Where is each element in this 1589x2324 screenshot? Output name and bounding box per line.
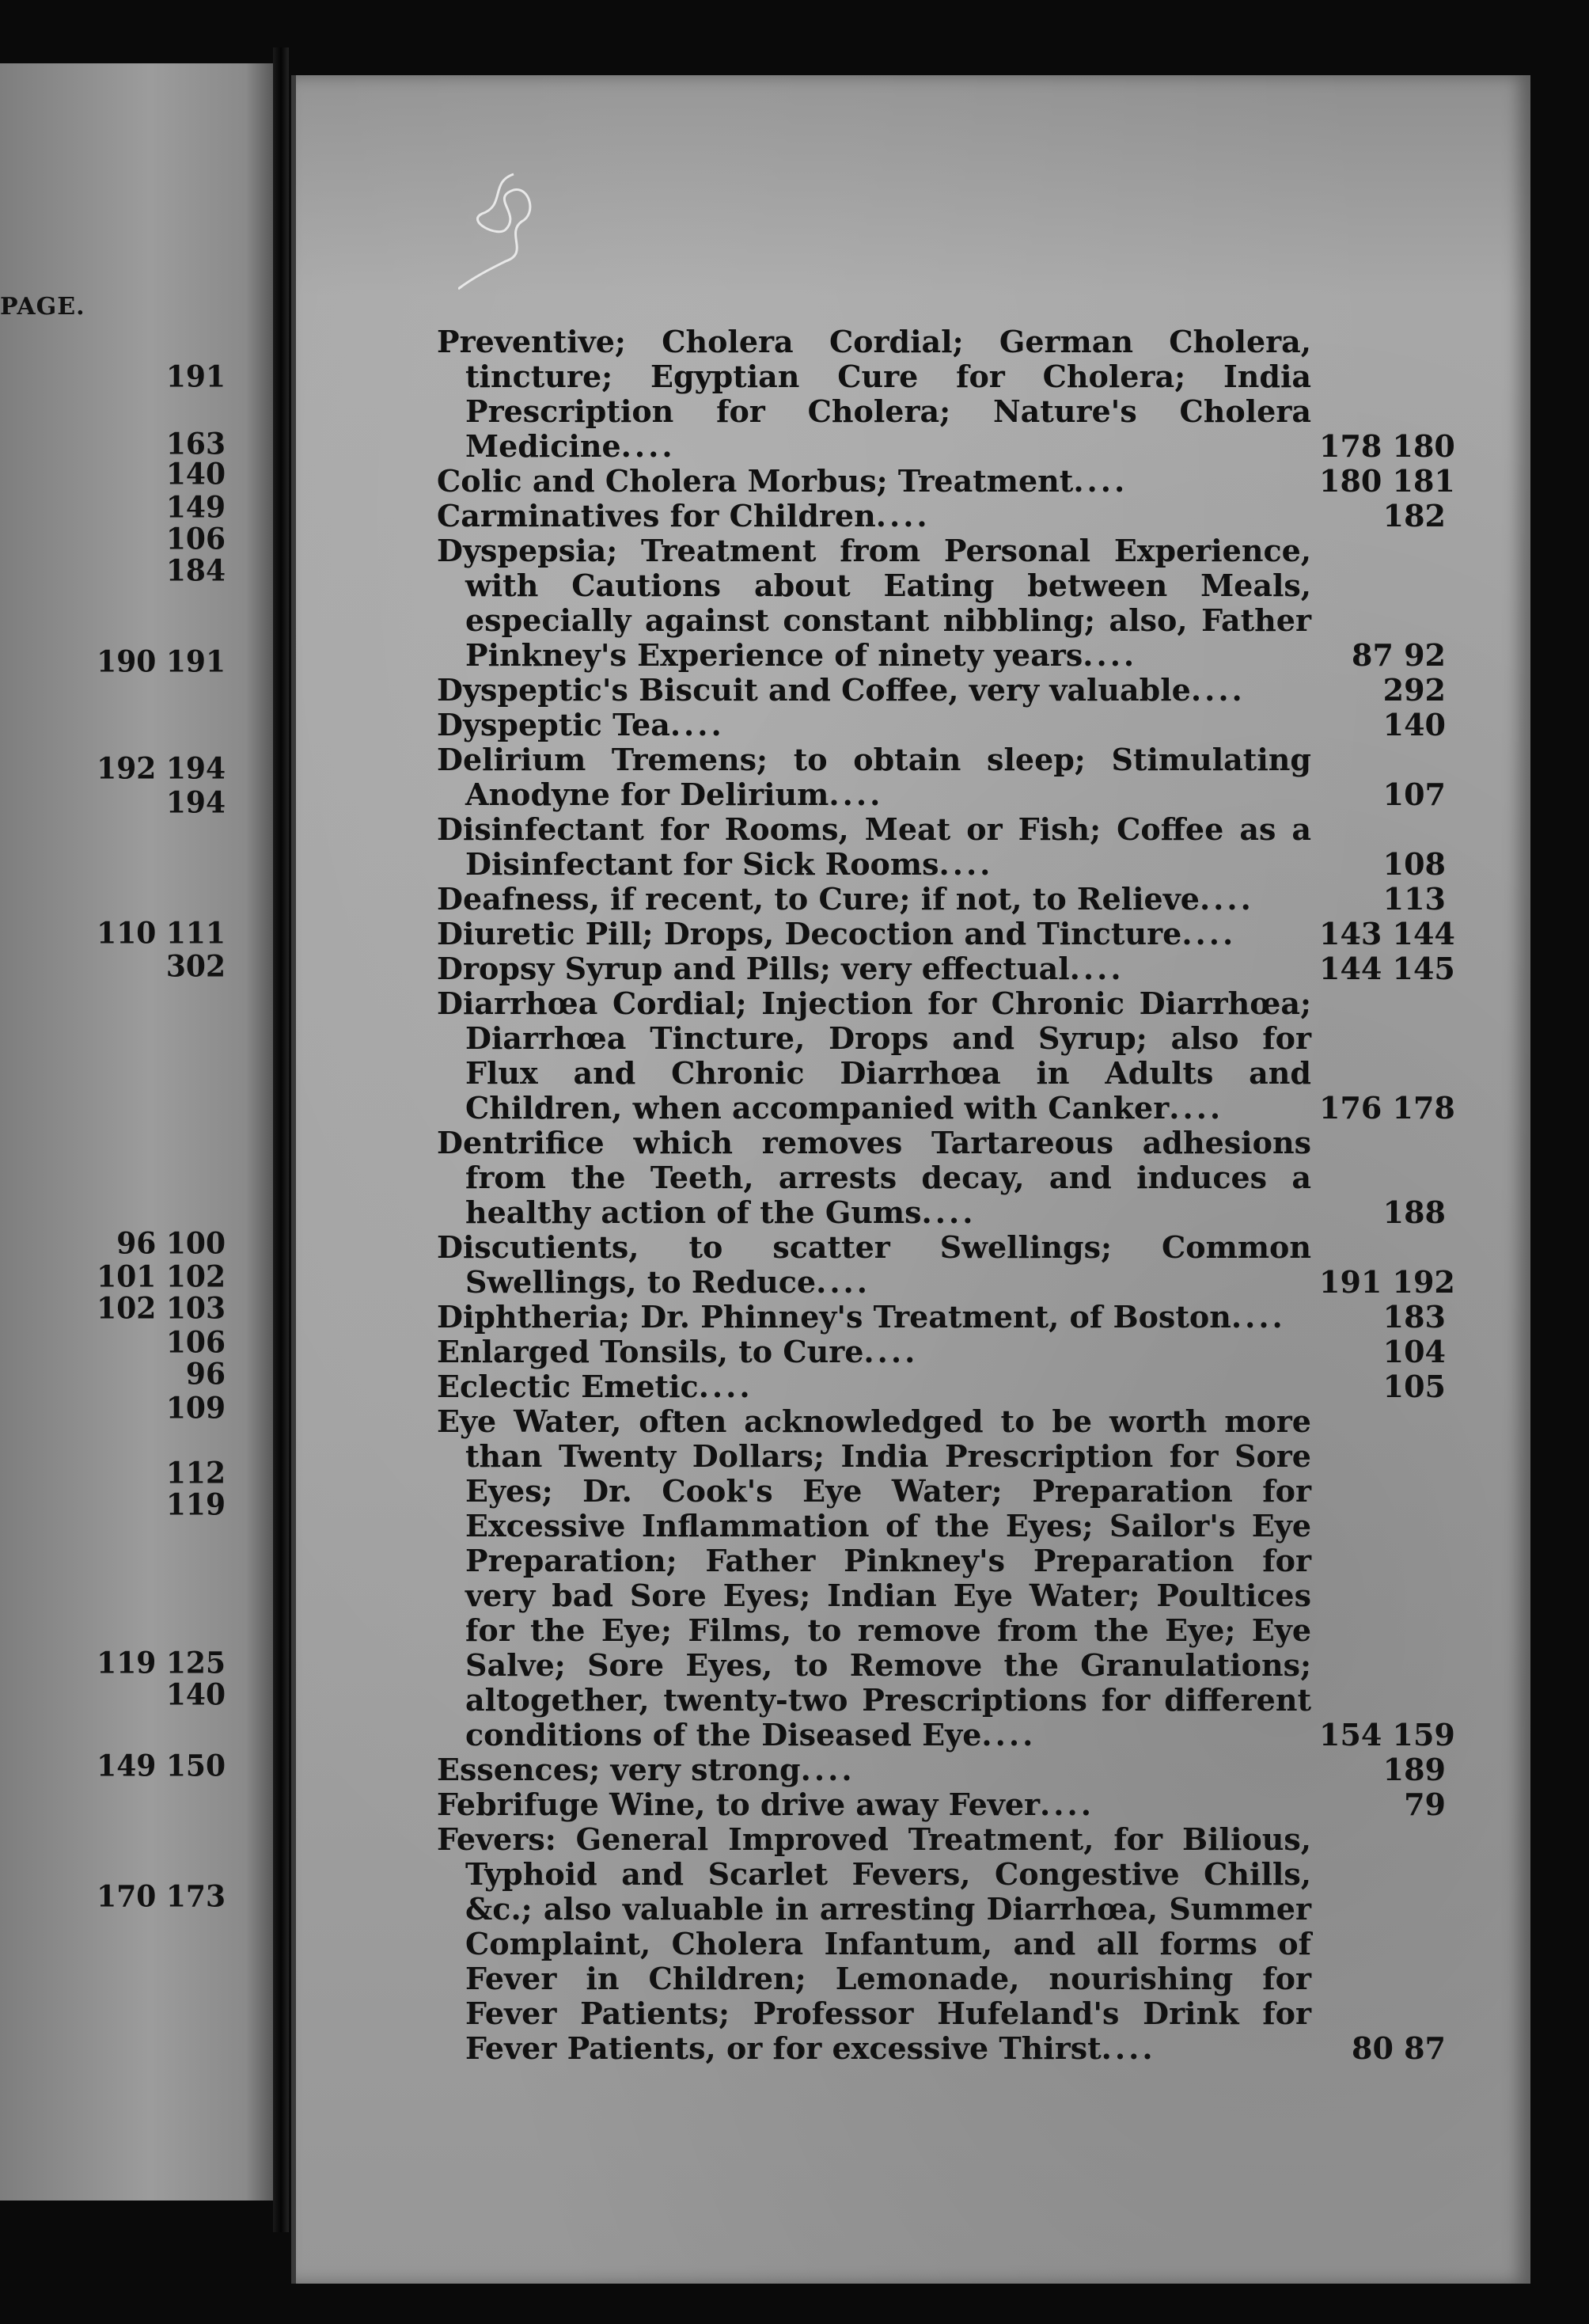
index-entry-text: Carminatives for Children <box>437 498 876 534</box>
facing-page-number: 106 <box>165 521 226 557</box>
facing-page-number: 110 111 <box>97 915 226 951</box>
dot-leader: .... <box>1073 463 1128 499</box>
facing-page-number: 191 <box>165 359 226 395</box>
index-entry-text: Disinfectant for Rooms, Meat or Fish; Coffee as a Disinfectant for Sick Rooms <box>437 811 1311 882</box>
index-entry-pages: 108 <box>1382 846 1446 882</box>
index-entry-text: Dentrifice which removes Tartareous adhesions from the Teeth, arrests decay, and induces a healthy action of the Gums <box>437 1125 1311 1230</box>
facing-page-number: 302 <box>165 948 226 985</box>
facing-page-number: 96 100 <box>116 1225 226 1262</box>
index-entry-text: Eye Water, often acknowledged to be worth more than Twenty Dollars; India Prescription for Sore Eyes; Dr. Cook's Eye Water; Preparation for Excessive Inflammation of the Eyes; Sailor's Eye Preparation; Father Pinkney's Preparation for very bad Sore Eyes; Indian Eye Water; Poultices for the Eye; Films, to remove from the Eye; Eye Salve; Sore Eyes, to Remove the Granulations; altogether, twenty-two Prescriptions for different conditions of the Diseased Eye <box>437 1403 1311 1752</box>
dot-leader: .... <box>1181 916 1237 951</box>
facing-page-number: 96 <box>185 1356 226 1392</box>
facing-page-number: 119 <box>165 1487 226 1523</box>
index-entry-pages: 107 <box>1382 777 1446 812</box>
dot-leader: .... <box>669 707 725 742</box>
dot-leader: .... <box>863 1334 919 1369</box>
index-entry-text: Febrifuge Wine, to drive away Fever <box>437 1787 1041 1822</box>
dot-leader: .... <box>1231 1299 1286 1335</box>
facing-page-number: 194 <box>165 784 226 821</box>
index-entry <box>437 324 1455 464</box>
index-entry-text: Dyspeptic's Biscuit and Coffee, very valuable <box>437 672 1191 708</box>
dot-leader: .... <box>1199 881 1254 917</box>
index-entry-pages: 182 <box>1382 498 1446 534</box>
index-entry-pages: 188 <box>1382 1194 1446 1230</box>
facing-page-number: 149 150 <box>97 1748 226 1784</box>
index-entry <box>437 1126 1446 1230</box>
loose-thread-icon <box>458 166 569 293</box>
index-entry-text: Essences; very strong <box>437 1752 801 1787</box>
index-entry <box>437 1752 1446 1787</box>
index-entry-pages: 80 87 <box>1352 2030 1446 2066</box>
index-entry-pages: 105 <box>1382 1369 1446 1404</box>
dot-leader: .... <box>1190 672 1246 708</box>
index-entry-pages: 191 192 <box>1319 1264 1455 1300</box>
dot-leader: .... <box>800 1752 855 1787</box>
dot-leader: .... <box>875 498 931 534</box>
dot-leader: .... <box>1169 1090 1224 1126</box>
index-entry <box>437 673 1446 708</box>
index-entry-text: Diuretic Pill; Drops, Decoction and Tincture <box>437 916 1182 951</box>
facing-page-number: 102 103 <box>97 1290 226 1327</box>
facing-page <box>0 63 273 2201</box>
index-entry <box>437 1300 1446 1335</box>
facing-page-number: 140 <box>165 456 226 492</box>
index-entry-text: Eclectic Emetic <box>437 1369 699 1404</box>
index-entry-text: Dropsy Syrup and Pills; very effectual <box>437 951 1070 986</box>
index-entry-pages: 143 144 <box>1319 916 1455 951</box>
facing-page-number: 163 <box>165 426 226 462</box>
dot-leader: .... <box>939 846 994 882</box>
index-entry <box>437 1787 1446 1822</box>
index-entry <box>437 708 1446 742</box>
dot-leader: .... <box>829 777 884 812</box>
index-entry-text: Diphtheria; Dr. Phinney's Treatment, of Boston <box>437 1299 1231 1335</box>
index-entry <box>437 1335 1446 1369</box>
dot-leader: .... <box>981 1717 1037 1752</box>
left-page-header: PAGE. <box>0 293 85 321</box>
facing-page-number: 192 194 <box>97 750 226 787</box>
index-entry-text: Colic and Cholera Morbus; Treatment <box>437 463 1074 499</box>
facing-page-number: 140 <box>165 1677 226 1713</box>
index-entry <box>437 882 1446 917</box>
index-entry <box>437 985 1455 1126</box>
facing-page-number: 109 <box>165 1390 226 1426</box>
index-entry-pages: 140 <box>1382 707 1446 742</box>
index-entry-pages: 79 <box>1404 1787 1446 1822</box>
index-entry-text: Delirium Tremens; to obtain sleep; Stimulating Anodyne for Delirium <box>437 742 1311 812</box>
facing-page-number: 149 <box>165 489 226 526</box>
index-entry <box>437 742 1446 812</box>
index-page <box>291 75 1530 2284</box>
index-entry <box>437 499 1446 534</box>
index-entry <box>437 463 1455 499</box>
index-entry-text: Enlarged Tonsils, to Cure <box>437 1334 864 1369</box>
facing-page-number: 184 <box>165 553 226 589</box>
dot-leader: .... <box>1083 637 1138 673</box>
index-entry-pages: 154 159 <box>1319 1717 1455 1752</box>
index-entry <box>437 951 1455 986</box>
index-entry-pages: 113 <box>1382 881 1446 917</box>
index-entry-pages: 180 181 <box>1319 463 1455 499</box>
index-entry-pages: 144 145 <box>1319 951 1455 986</box>
index-entry-pages: 104 <box>1382 1334 1446 1369</box>
facing-page-number: 106 <box>165 1324 226 1361</box>
index-entry-text: Preventive; Cholera Cordial; German Cholera, tincture; Egyptian Cure for Cholera; India Prescription for Cholera; Nature's Cholera Medicine <box>437 324 1311 464</box>
dot-leader: .... <box>816 1264 871 1300</box>
index-entry-pages: 292 <box>1382 672 1446 708</box>
index-entry-text: Dyspepsia; Treatment from Personal Experience, with Cautions about Eating between Meals, especially against constant nibbling; also, Father Pinkney's Experience of ninety years <box>437 533 1311 673</box>
index-entry-text: Diarrhœa Cordial; Injection for Chronic Diarrhœa; Diarrhœa Tincture, Drops and Syrup; also for Flux and Chronic Diarrhœa in Adults and Children, when accompanied with Canker <box>437 985 1311 1126</box>
index-entries <box>437 324 1455 2066</box>
dot-leader: .... <box>1069 951 1124 986</box>
facing-page-number: 112 <box>165 1455 226 1491</box>
index-entry <box>437 1369 1446 1404</box>
index-entry-text: Discutients, to scatter Swellings; Common Swellings, to Reduce <box>437 1229 1311 1300</box>
dot-leader: .... <box>921 1194 977 1230</box>
index-entry-pages: 183 <box>1382 1299 1446 1335</box>
index-entry-pages: 189 <box>1382 1752 1446 1787</box>
dot-leader: .... <box>698 1369 753 1404</box>
index-entry <box>437 916 1455 951</box>
dot-leader: .... <box>1101 2030 1156 2066</box>
facing-page-number: 119 125 <box>97 1645 226 1681</box>
index-entry <box>437 534 1446 673</box>
index-entry-text: Fevers: General Improved Treatment, for Bilious, Typhoid and Scarlet Fevers, Congestive Chills, &c.; also valuable in arresting Diarrhœa, Summer Complaint, Cholera Infantum, and all forms of Fever in Children; Lemonade, nourishing for Fever Patients; Professor Hufeland's Drink for Fever Patients, or for excessive Thirst <box>437 1821 1311 2066</box>
index-entry-text: Dyspeptic Tea <box>437 707 670 742</box>
dot-leader: .... <box>1040 1787 1094 1822</box>
facing-page-number: 190 191 <box>97 644 226 680</box>
facing-page-number: 170 173 <box>97 1878 226 1915</box>
index-entry <box>437 1822 1446 2066</box>
index-entry <box>437 812 1446 882</box>
index-entry-pages: 176 178 <box>1319 1090 1455 1126</box>
facing-page-number: 101 102 <box>97 1259 226 1295</box>
index-entry <box>437 1229 1455 1300</box>
index-entry-text: Deafness, if recent, to Cure; if not, to Relieve <box>437 881 1200 917</box>
index-entry-pages: 178 180 <box>1319 428 1455 464</box>
index-entry-pages: 87 92 <box>1352 637 1446 673</box>
index-entry <box>437 1403 1455 1752</box>
dot-leader: .... <box>620 428 676 464</box>
book-gutter <box>273 47 289 2232</box>
